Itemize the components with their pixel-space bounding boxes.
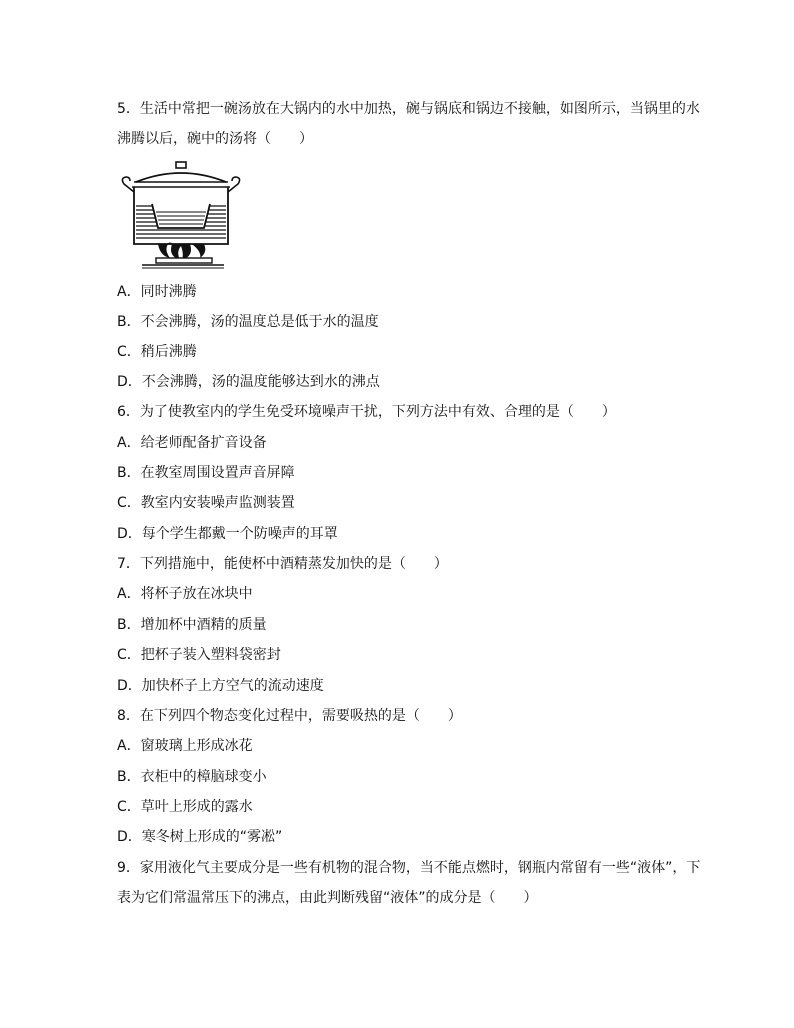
- q7-stem-line-1: 7．下列措施中，能使杯中酒精蒸发加快的是（ ）: [117, 556, 448, 572]
- q5-option-d: D．不会沸腾，汤的温度能够达到水的沸点: [117, 374, 380, 390]
- q9-stem-line-2: 表为它们常温常压下的沸点，由此判断残留“液体”的成分是（ ）: [117, 890, 538, 906]
- q8-stem-line-1: 8．在下列四个物态变化过程中，需要吸热的是（ ）: [117, 708, 462, 724]
- q9-stem-line-1: 9．家用液化气主要成分是一些有机物的混合物，当不能点燃时，钢瓶内常留有一些“液体”，下: [117, 860, 701, 876]
- q7-option-d: D．加快杯子上方空气的流动速度: [117, 678, 324, 694]
- pot-heating-illustration: [118, 160, 246, 270]
- q8-option-c: C．草叶上形成的露水: [117, 799, 253, 815]
- q6-option-c: C．教室内安装噪声监测装置: [117, 495, 295, 511]
- q5-option-a: A．同时沸腾: [117, 284, 197, 300]
- q6-option-d: D．每个学生都戴一个防噪声的耳罩: [117, 526, 338, 542]
- q6-option-a: A．给老师配备扩音设备: [117, 435, 267, 451]
- q5-option-c: C．稍后沸腾: [117, 344, 197, 360]
- q5-option-b: B．不会沸腾，汤的温度总是低于水的温度: [117, 314, 379, 330]
- q5-stem-line-1: 5．生活中常把一碗汤放在大锅内的水中加热，碗与锅底和锅边不接触，如图所示，当锅里的水: [117, 101, 700, 117]
- q8-option-a: A．窗玻璃上形成冰花: [117, 738, 253, 754]
- q5-stem-line-2: 沸腾以后，碗中的汤将（ ）: [117, 131, 313, 147]
- q7-option-b: B．增加杯中酒精的质量: [117, 617, 267, 633]
- q8-option-b: B．衣柜中的樟脑球变小: [117, 769, 267, 785]
- q7-option-a: A．将杯子放在冰块中: [117, 586, 253, 602]
- q6-option-b: B．在教室周围设置声音屏障: [117, 465, 295, 481]
- q6-stem-line-1: 6．为了使教室内的学生免受环境噪声干扰，下列方法中有效、合理的是（ ）: [117, 404, 616, 420]
- q8-option-d: D．寒冬树上形成的“雾凇”: [117, 829, 283, 845]
- q7-option-c: C．把杯子装入塑料袋密封: [117, 647, 281, 663]
- pot-with-bowl-figure: [118, 160, 246, 270]
